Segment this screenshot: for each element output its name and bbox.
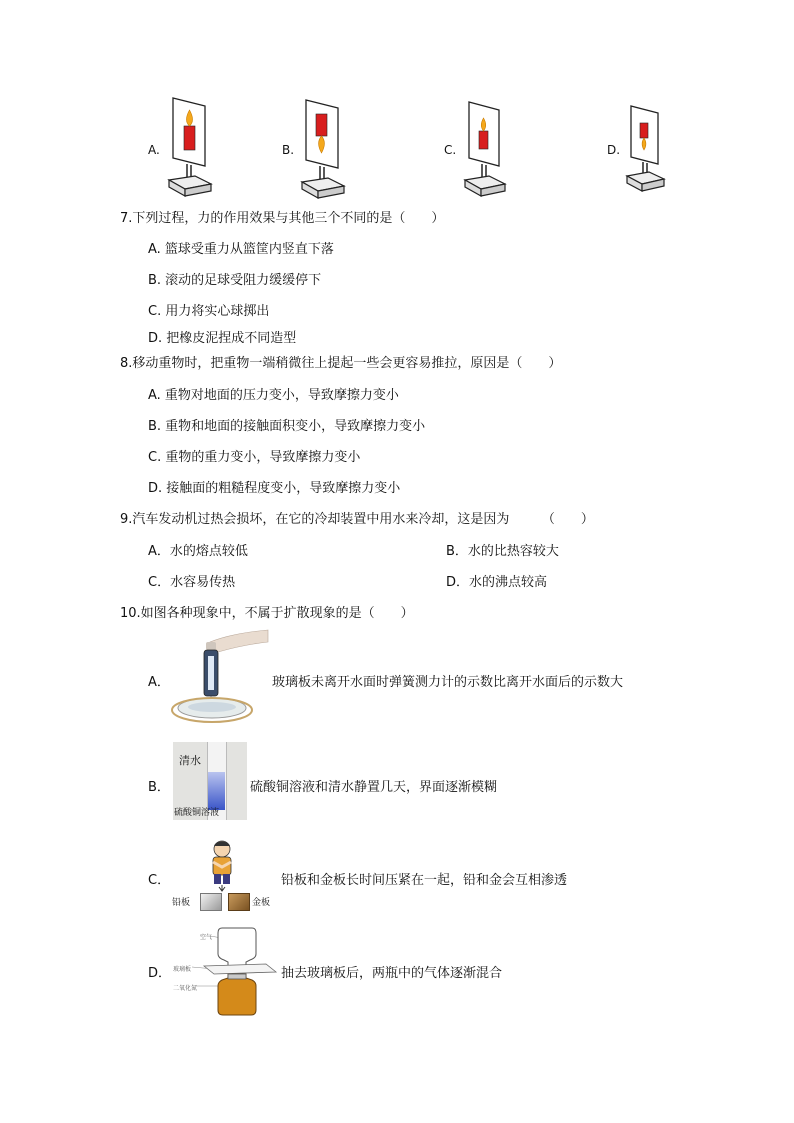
q10-option-a-label[interactable]: A．	[148, 675, 170, 690]
q8-option-a[interactable]: A. 重物对地面的压力变小，导致摩擦力变小	[148, 388, 399, 403]
copper-sulfate-diffusion-figure	[173, 742, 247, 820]
bottles-drawing	[170, 924, 280, 1018]
gas-diffusion-bottles-figure	[170, 924, 280, 1018]
q6-option-a-label: A.	[148, 143, 160, 157]
mirror-figure-b	[298, 98, 348, 198]
q10-option-a-text: 玻璃板未离开水面时弹簧测力计的示数比离开水面后的示数大	[272, 675, 624, 690]
q9-option-c[interactable]: C．水容易传热	[148, 575, 236, 590]
q8-stem: 8.移动重物时，把重物一端稍微往上提起一些会更容易推拉，原因是（ ）	[120, 356, 562, 371]
q6-option-b-label: B.	[282, 143, 295, 157]
q8-option-c[interactable]: C. 重物的重力变小，导致摩擦力变小	[148, 450, 361, 465]
q10-option-b-text: 硫酸铜溶液和清水静置几天，界面逐渐模糊	[250, 780, 498, 795]
q9-option-a[interactable]: A．水的熔点较低	[148, 544, 248, 559]
fig-d-bottom-label: 二氧化氮	[173, 985, 198, 992]
q10-option-d-label[interactable]: D．	[148, 966, 172, 981]
q10-option-b-label[interactable]: B．	[148, 780, 170, 795]
q9-option-d[interactable]: D．水的沸点较高	[446, 575, 548, 590]
lead-plate-label: 铅板	[172, 898, 191, 908]
q7-option-d[interactable]: D. 把橡皮泥捏成不同造型	[148, 331, 297, 346]
q6-option-d-label: D.	[607, 143, 621, 157]
q9-option-b[interactable]: B．水的比热容较大	[446, 544, 559, 559]
mirror-figure-c	[461, 100, 509, 196]
lead-gold-plates-figure	[172, 840, 280, 910]
fig-d-top-label: 空气	[200, 934, 213, 941]
q10-option-d-text: 抽去玻璃板后，两瓶中的气体逐渐混合	[281, 966, 503, 981]
q8-option-b[interactable]: B. 重物和地面的接触面积变小，导致摩擦力变小	[148, 419, 426, 434]
q6-option-c-label: C.	[444, 143, 457, 157]
fig-b-bottom-label: 硫酸铜溶液	[174, 808, 220, 818]
q10-option-c-text: 铅板和金板长时间压紧在一起，铅和金会互相渗透	[281, 873, 568, 888]
lead-plate	[200, 893, 222, 911]
fig-d-middle-label: 玻璃板	[173, 966, 192, 973]
mirror-figure-a	[165, 96, 215, 198]
q9-stem: 9.汽车发动机过热会损坏，在它的冷却装置中用水来冷却，这是因为 （ ）	[120, 512, 594, 527]
q7-option-c[interactable]: C. 用力将实心球掷出	[148, 304, 270, 319]
fig-b-top-label: 清水	[179, 754, 201, 767]
q10-option-c-label[interactable]: C．	[148, 873, 171, 888]
person-pressing-icon	[202, 840, 242, 892]
q7-stem: 7.下列过程，力的作用效果与其他三个不同的是（ ）	[120, 211, 445, 226]
spring-scale-glass-plate-figure	[170, 628, 270, 722]
q10-stem: 10.如图各种现象中，不属于扩散现象的是（ ）	[120, 606, 414, 621]
q7-option-a[interactable]: A. 篮球受重力从篮筐内竖直下落	[148, 242, 334, 257]
q7-option-b[interactable]: B. 滚动的足球受阻力缓缓停下	[148, 273, 322, 288]
q8-option-d[interactable]: D. 接触面的粗糙程度变小，导致摩擦力变小	[148, 481, 401, 496]
gold-plate	[228, 893, 250, 911]
mirror-figure-d	[624, 104, 668, 192]
gold-plate-label: 金板	[252, 898, 271, 908]
